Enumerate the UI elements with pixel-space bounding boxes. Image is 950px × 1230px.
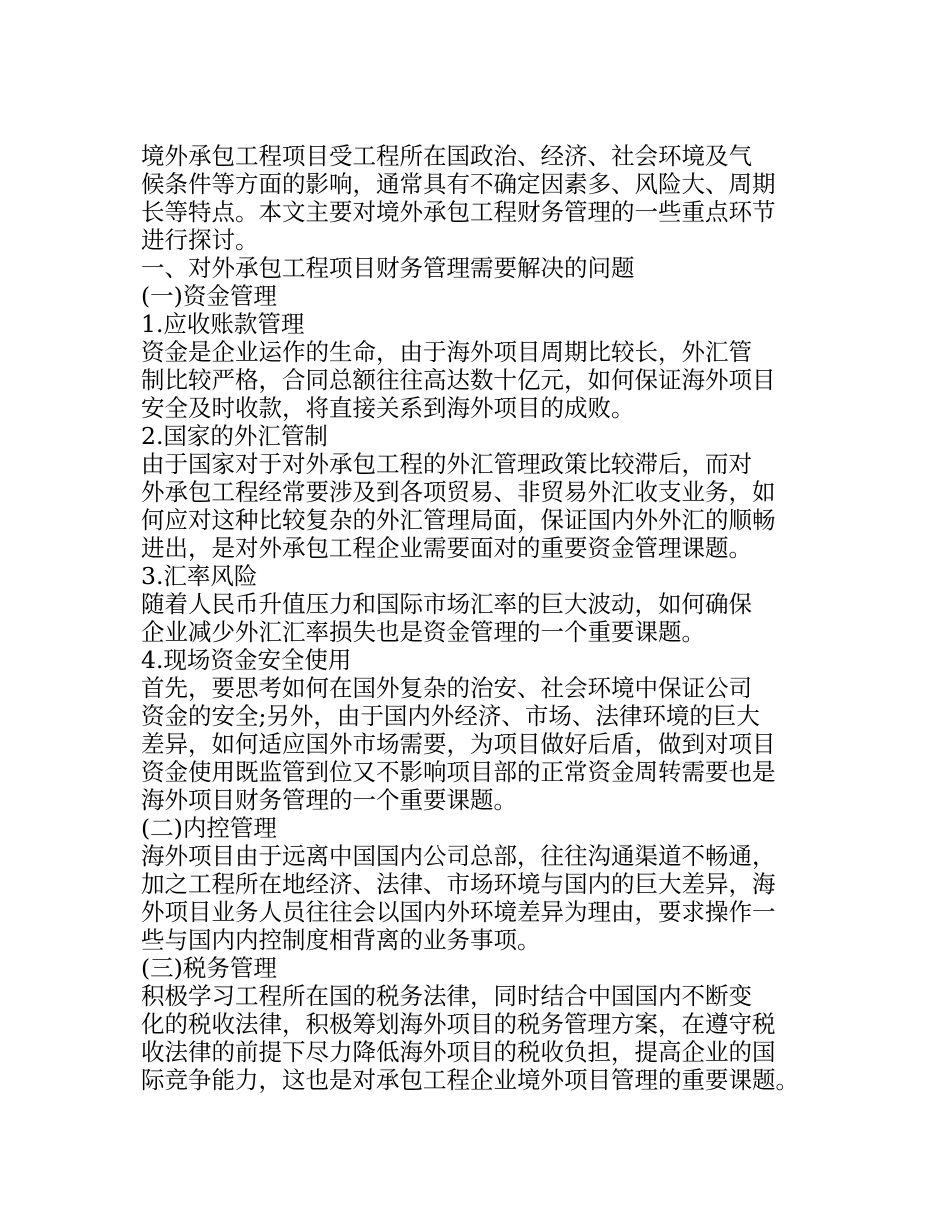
text-line: 长等特点。本文主要对境外承包工程财务管理的一些重点环节 — [141, 198, 776, 226]
item-heading: 2.国家的外汇管制 — [141, 422, 328, 450]
text-line: 化的税收法律，积极筹划海外项目的税务管理方案，在遵守税 — [141, 1010, 776, 1038]
text-line: 资金使用既监管到位又不影响项目部的正常资金周转需要也是 — [141, 758, 776, 786]
text-line: 外承包工程经常要涉及到各项贸易、非贸易外汇收支业务，如 — [141, 478, 776, 506]
section-heading: 一、对外承包工程项目财务管理需要解决的问题 — [141, 254, 635, 282]
text-line: 资金是企业运作的生命，由于海外项目周期比较长，外汇管 — [141, 338, 752, 366]
text-line: 加之工程所在地经济、法律、市场环境与国内的巨大差异，海 — [141, 870, 776, 898]
text-line: 积极学习工程所在国的税务法律，同时结合中国国内不断变 — [141, 982, 752, 1010]
text-line: 进行探讨。 — [141, 226, 259, 254]
text-line: 候条件等方面的影响，通常具有不确定因素多、风险大、周期 — [141, 170, 776, 198]
text-line: 海外项目由于远离中国国内公司总部，往往沟通渠道不畅通， — [141, 842, 776, 870]
text-line: 进出，是对外承包工程企业需要面对的重要资金管理课题。 — [141, 534, 752, 562]
text-line: 际竞争能力，这也是对承包工程企业境外项目管理的重要课题。 — [141, 1066, 799, 1094]
text-line: 制比较严格，合同总额往往高达数十亿元，如何保证海外项目 — [141, 366, 776, 394]
text-line: 些与国内内控制度相背离的业务事项。 — [141, 926, 541, 954]
subsection-heading: (二)内控管理 — [141, 814, 277, 842]
receivables-paragraph — [141, 338, 831, 422]
text-line: 安全及时收款，将直接关系到海外项目的成败。 — [141, 394, 635, 422]
fx-risk-paragraph — [141, 590, 831, 646]
text-line: 何应对这种比较复杂的外汇管理局面，保证国内外外汇的顺畅 — [141, 506, 776, 534]
text-line: 企业减少外汇汇率损失也是资金管理的一个重要课题。 — [141, 618, 705, 646]
document-page — [141, 142, 831, 1094]
text-line: 差异，如何适应国外市场需要，为项目做好后盾，做到对项目 — [141, 730, 776, 758]
text-line: 外项目业务人员往往会以国内外环境差异为理由，要求操作一 — [141, 898, 776, 926]
item-heading: 1.应收账款管理 — [141, 310, 305, 338]
text-line: 海外项目财务管理的一个重要课题。 — [141, 786, 517, 814]
site-funds-paragraph — [141, 674, 831, 814]
text-line: 由于国家对于对外承包工程的外汇管理政策比较滞后，而对 — [141, 450, 752, 478]
subsection-heading: (一)资金管理 — [141, 282, 277, 310]
text-line: 境外承包工程项目受工程所在国政治、经济、社会环境及气 — [141, 142, 752, 170]
item-heading: 4.现场资金安全使用 — [141, 646, 352, 674]
tax-paragraph — [141, 982, 831, 1094]
item-heading: 3.汇率风险 — [141, 562, 258, 590]
forex-control-paragraph — [141, 450, 831, 562]
text-line: 首先，要思考如何在国外复杂的治安、社会环境中保证公司 — [141, 674, 752, 702]
intro-paragraph — [141, 142, 831, 254]
internal-control-paragraph — [141, 842, 831, 954]
text-line: 收法律的前提下尽力降低海外项目的税收负担，提高企业的国 — [141, 1038, 776, 1066]
subsection-heading: (三)税务管理 — [141, 954, 277, 982]
text-line: 随着人民币升值压力和国际市场汇率的巨大波动，如何确保 — [141, 590, 752, 618]
text-line: 资金的安全;另外，由于国内外经济、市场、法律环境的巨大 — [141, 702, 760, 730]
